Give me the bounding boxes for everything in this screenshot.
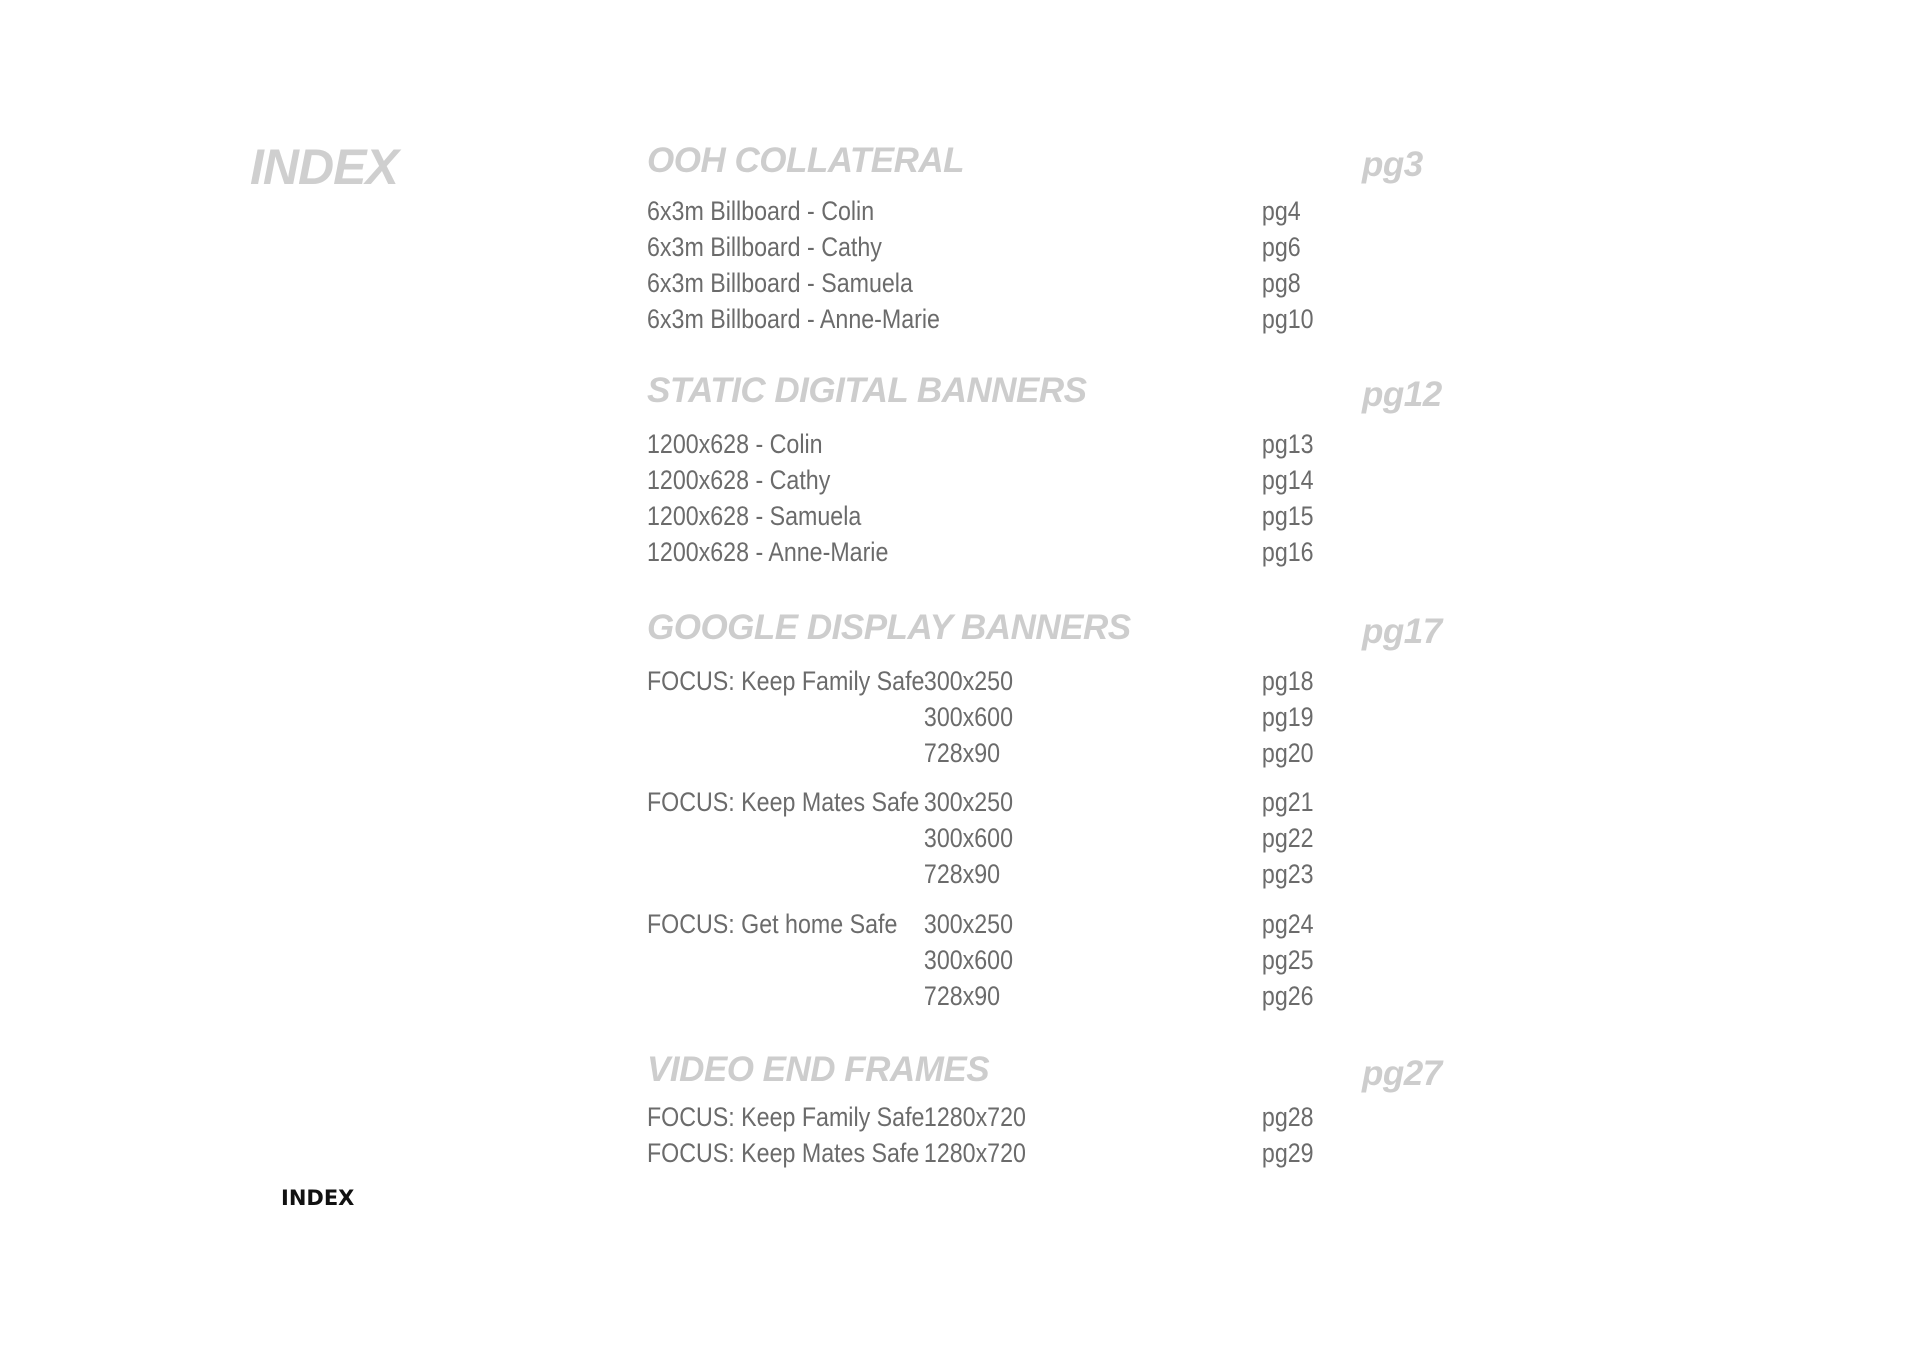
row-size: 300x600	[923, 823, 1014, 853]
row-page-number: pg29	[1261, 1138, 1314, 1168]
row-label: FOCUS: Keep Mates Safe	[647, 787, 920, 817]
section-page-number: pg27	[1362, 1054, 1442, 1093]
row-label: 6x3m Billboard - Colin	[647, 196, 875, 226]
index-row	[647, 859, 1335, 893]
row-page-number: pg20	[1261, 738, 1314, 768]
section-heading	[647, 141, 1447, 189]
row-page-number: pg28	[1261, 1102, 1314, 1132]
row-size: 1280x720	[923, 1138, 1026, 1168]
row-page-number: pg21	[1261, 787, 1314, 817]
footer-section-label: INDEX	[281, 1186, 355, 1210]
index-row	[647, 537, 1335, 571]
row-size: 300x600	[923, 702, 1014, 732]
row-page-number: pg10	[1261, 304, 1314, 334]
row-size: 300x250	[923, 666, 1014, 696]
index-row	[647, 666, 1335, 700]
index-row	[647, 429, 1335, 463]
row-size: 728x90	[923, 738, 1001, 768]
index-row	[647, 501, 1335, 535]
row-page-number: pg24	[1261, 909, 1314, 939]
row-size: 300x600	[923, 945, 1014, 975]
section-title: STATIC DIGITAL BANNERS	[647, 371, 1087, 410]
row-page-number: pg13	[1261, 429, 1314, 459]
row-page-number: pg4	[1261, 196, 1301, 226]
row-size: 300x250	[923, 787, 1014, 817]
section-page-number: pg17	[1362, 612, 1442, 651]
index-row	[647, 1138, 1335, 1172]
row-label: FOCUS: Keep Family Safe	[647, 1102, 925, 1132]
row-page-number: pg16	[1261, 537, 1314, 567]
row-page-number: pg6	[1261, 232, 1301, 262]
index-row	[647, 738, 1335, 772]
row-label: 6x3m Billboard - Anne-Marie	[647, 304, 940, 334]
row-size: 1280x720	[923, 1102, 1026, 1132]
row-label: FOCUS: Get home Safe	[647, 909, 898, 939]
row-label: FOCUS: Keep Mates Safe	[647, 1138, 920, 1168]
index-row	[647, 702, 1335, 736]
index-row	[647, 945, 1335, 979]
index-row	[647, 981, 1335, 1015]
index-row	[647, 465, 1335, 499]
row-page-number: pg15	[1261, 501, 1314, 531]
row-label: FOCUS: Keep Family Safe	[647, 666, 925, 696]
index-row	[647, 196, 1335, 230]
row-size: 728x90	[923, 981, 1001, 1011]
row-label: 1200x628 - Anne-Marie	[647, 537, 889, 567]
section-heading	[647, 1050, 1447, 1098]
index-row	[647, 1102, 1335, 1136]
row-label: 6x3m Billboard - Cathy	[647, 232, 882, 262]
index-row	[647, 268, 1335, 302]
section-title: VIDEO END FRAMES	[647, 1050, 990, 1089]
row-size: 728x90	[923, 859, 1001, 889]
row-page-number: pg25	[1261, 945, 1314, 975]
index-row	[647, 909, 1335, 943]
row-size: 300x250	[923, 909, 1014, 939]
row-page-number: pg19	[1261, 702, 1314, 732]
row-page-number: pg14	[1261, 465, 1314, 495]
page-title: INDEX	[250, 139, 398, 195]
section-page-number: pg3	[1362, 145, 1423, 184]
row-page-number: pg23	[1261, 859, 1314, 889]
row-label: 6x3m Billboard - Samuela	[647, 268, 913, 298]
index-row	[647, 232, 1335, 266]
row-page-number: pg26	[1261, 981, 1314, 1011]
index-row	[647, 787, 1335, 821]
row-page-number: pg18	[1261, 666, 1314, 696]
section-heading	[647, 371, 1447, 419]
row-label: 1200x628 - Samuela	[647, 501, 862, 531]
section-page-number: pg12	[1362, 375, 1442, 414]
section-title: GOOGLE DISPLAY BANNERS	[647, 608, 1131, 647]
index-row	[647, 304, 1335, 338]
section-heading	[647, 608, 1447, 656]
row-label: 1200x628 - Cathy	[647, 465, 831, 495]
row-page-number: pg22	[1261, 823, 1314, 853]
index-row	[647, 823, 1335, 857]
row-page-number: pg8	[1261, 268, 1301, 298]
row-label: 1200x628 - Colin	[647, 429, 823, 459]
section-title: OOH COLLATERAL	[647, 141, 965, 180]
